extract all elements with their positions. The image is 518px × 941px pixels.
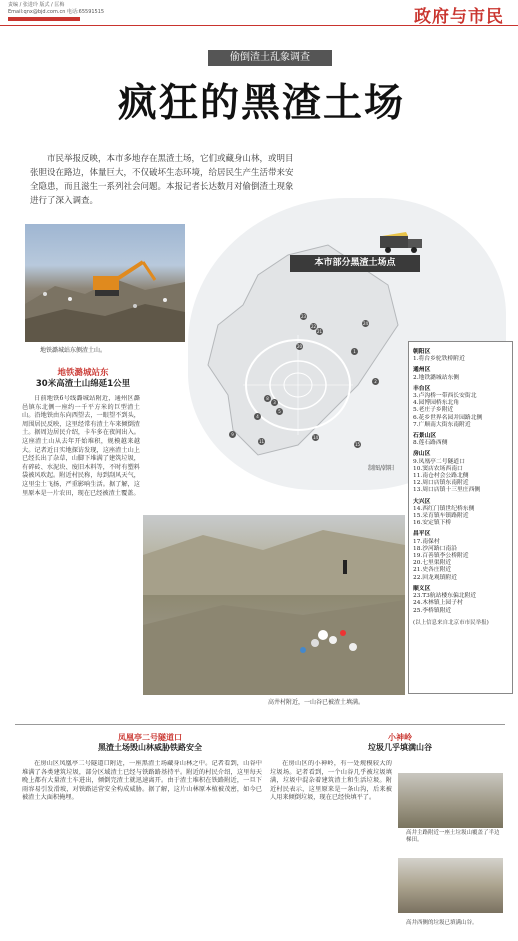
photo2-caption: 高井村附近，一山谷已被渣土填满。 (268, 699, 365, 706)
page-header (0, 0, 518, 26)
valley-illustration (143, 515, 405, 695)
legend-item: 23.T3航站楼东偏北附近 (413, 593, 477, 600)
section-divider (15, 724, 505, 725)
legend-item: 24.木林镇上园子村 (413, 600, 463, 607)
legend-district: 顺义区 (413, 585, 431, 592)
section1-title-line2: 30米高渣土山绵延1公里 (35, 379, 131, 389)
legend-item: 3.卢沟桥一带西长安街北 (413, 393, 477, 400)
legend-item: 16.安定镇下桥 (413, 520, 452, 527)
lead-paragraph: 市民举报反映，本市多地存在黑渣土场，它们或藏身山林，或明目张胆设在路边，体量巨大，不仅破坏生态环境，给居民生产生活带来安全隐患，而且滋生一系列社会问题。本报记者长达数月对偷倒渣土现象进行了深入调查。 (30, 154, 294, 206)
legend-item: 21.史各庄附近 (413, 567, 452, 574)
legend-item: 8.莲石路西侧 (413, 440, 448, 447)
headline: 疯狂的黑渣土场 (118, 80, 406, 126)
legend-item: 18.沙河路口南沿 (413, 545, 458, 552)
legend-item: 5.老庄子乡附近 (413, 407, 454, 414)
legend-item: 19.百善镇李公桥附近 (413, 553, 469, 560)
photo-valley-garbage (398, 858, 503, 913)
column-name: 政府与市民 (414, 7, 504, 27)
map-marker: 22 (310, 324, 317, 329)
photo-hillside-dump (398, 773, 503, 828)
legend-district: 通州区 (413, 367, 431, 374)
legend-district: 房山区 (413, 451, 431, 458)
section3-body: 在房山区的小神岭，有一处规模较大的垃圾场。记者看到，一个山谷几乎被垃圾填满，垃圾中混杂着建筑渣土和生活垃圾。附近村民表示，这里原来是一条山沟，后来被人用来倾倒垃圾，现在已经快填平了。 (270, 760, 392, 802)
map-marker: 15 (354, 442, 361, 447)
legend-item: 14.西红门镇世纪桥东侧 (413, 505, 475, 512)
legend-district: 大兴区 (413, 498, 431, 505)
section3-title (330, 733, 470, 753)
section1-body: 日前地铁6号线潞城站附近，通州区潞邑镇东北侧一座约一千平方米的巨型渣土山。沿地铁由东向西望去，一眼望不到头，周围居民反映，这里经常有渣土车来倾倒渣土。据周边居民介绍，卡车多在夜间出入。这座渣土山从去年开始堆积，规模越来越大。记者近日实地探访发现，这座渣土山上已经长出了杂草，山脚下堆满了建筑垃圾，有碎砖、水泥块、废旧木料等，不时有塑料袋被风吹起。附近村民称，每到刮风天气，这里尘土飞扬，严重影响生活。据了解，这里原本是一片农田，现在已经被渣土覆盖。 (22, 395, 140, 497)
legend-item: 4.园博园桥东北角 (413, 400, 460, 407)
legend-item: 7.广顺南大街东南附近 (413, 421, 471, 428)
map-marker: 21 (316, 329, 323, 334)
legend-item: 13.周口店镇十三里庄西侧 (413, 487, 481, 494)
map-marker: 3 (271, 399, 278, 406)
legend-item: 2.地铁潞城站东侧 (413, 374, 460, 381)
map-title: 本市部分黑渣土场点 (290, 255, 420, 272)
truck-icon (378, 230, 430, 255)
legend-item: 17.南保村 (413, 538, 440, 545)
legend-box (408, 341, 513, 694)
legend-district: 昌平区 (413, 531, 431, 538)
legend-item: 11.南仓村会公路北侧 (413, 473, 469, 480)
map-marker: 5 (276, 408, 283, 415)
legend-item: 6.花乡世界名园并园路北侧 (413, 414, 483, 421)
photo-lucheng-dirt-mountain (25, 224, 185, 342)
legend-district: 石景山区 (413, 433, 437, 440)
kicker: 偷倒渣土乱象调查 (208, 50, 332, 66)
section2-body: 在房山区凤凰亭二号隧道口附近，一座黑渣土场藏身山林之中。记者看到，山谷中堆满了各类建筑垃圾，部分区域渣土已经与铁路路基持平。附近的村民介绍，这里每天晚上都有大量渣土车进出，倾倒完渣土就迅速离开。由于渣土堆积在铁路附近，一旦下雨容易引发滑坡，对铁路运营安全构成威胁。据了解，这片山林原本植被茂密，如今已被渣土大面积掩埋。 (22, 760, 262, 802)
editor-credit: 责编 / 张进玲 版式 / 匡梅 (8, 2, 65, 8)
legend-item: 25.李桥镇附近 (413, 607, 452, 614)
section3-title-line1: 小神岭 (388, 733, 412, 742)
section2-title-line2: 黑渣土场毁山林威胁铁路安全 (98, 743, 202, 752)
map-marker: 4 (254, 413, 261, 420)
map-marker: 9 (229, 431, 236, 438)
header-accent-bar (8, 17, 80, 21)
legend-item: 15.采育镇车镇路附近 (413, 513, 469, 520)
legend-item: 12.周口店镇东南附近 (413, 480, 469, 487)
section1-title (18, 368, 148, 390)
map-marker: 24 (362, 321, 369, 326)
photo1-caption: 地铁潞城站东侧渣土山。 (40, 347, 107, 354)
photo4-caption: 高井西侧的垃圾已填满山谷。 (406, 920, 478, 926)
section2-title (60, 733, 240, 753)
legend-item: 10.窦店农场西南口 (413, 465, 463, 472)
section1-title-line1: 地铁潞城站东 (57, 368, 109, 378)
legend-district: 朝阳区 (413, 349, 431, 355)
contact-line: Email:qnx@bjd.com.cn 电话:65591515 (8, 9, 105, 15)
map-marker: 20 (296, 344, 303, 349)
legend-item: 9.凤凰亭二号隧道口 (413, 458, 465, 465)
map-marker: 8 (264, 395, 271, 402)
photo3-caption: 高井主路附近一座土垃圾山覆盖了半边梯田。 (406, 830, 500, 843)
map-marker: 2 (372, 378, 379, 385)
section2-title-line1: 凤凰亭二号隧道口 (118, 733, 182, 742)
map-marker: 11 (258, 439, 265, 444)
header-meta (8, 2, 104, 16)
legend-note: (以上信息来自北京市市民举报) (413, 619, 489, 626)
legend-item: 20.七里渠附近 (413, 560, 452, 567)
map-marker: 1 (351, 348, 358, 355)
section3-title-line2: 垃圾几乎填满山谷 (368, 743, 432, 752)
legend-item: 1.将台乡驼铁桥附近 (413, 356, 465, 363)
map-marker: 23 (300, 314, 307, 319)
map-credit: 制图/韩阳 (368, 465, 395, 472)
excavator-illustration (25, 224, 185, 342)
legend-district: 丰台区 (413, 385, 431, 392)
legend-item: 22.回龙观镇附近 (413, 574, 458, 581)
photo-valley-filled (143, 515, 405, 695)
map-marker: 14 (312, 435, 319, 440)
